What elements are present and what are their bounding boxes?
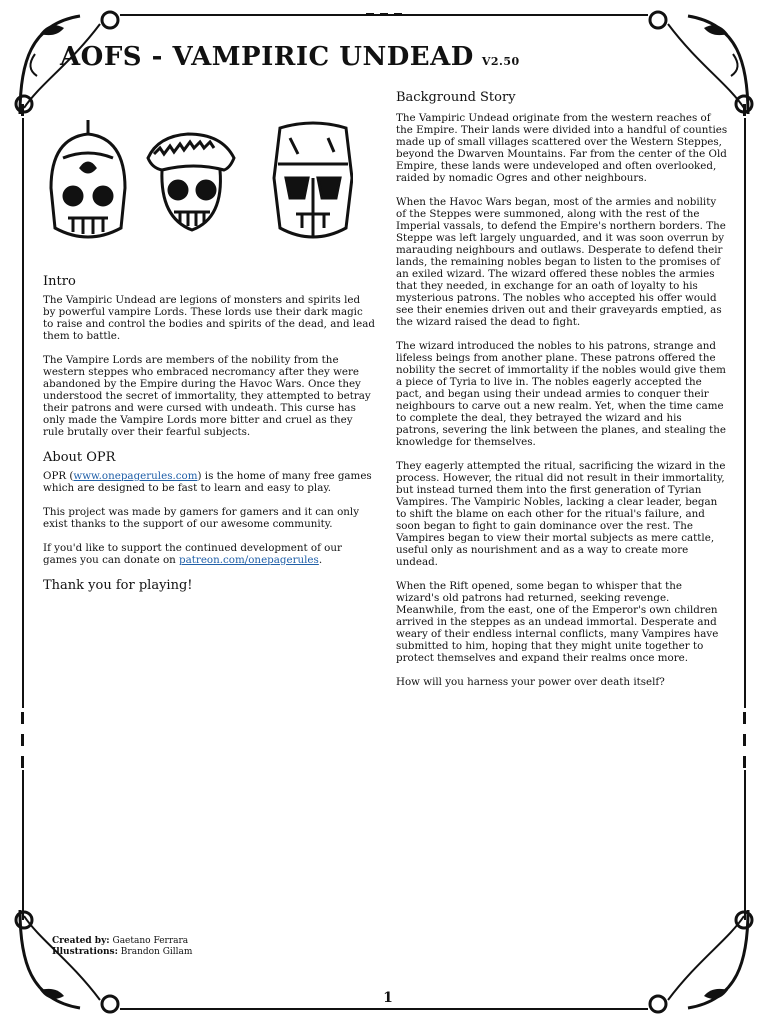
about-p3-after: .: [318, 554, 323, 566]
frame-bottom-line: [120, 1008, 648, 1010]
fur-hat-skull-icon: [148, 134, 234, 230]
about-p1-after: ) is the home of many free games which are designed to be fast to learn and easy to play.: [43, 470, 372, 494]
undead-heads-illustration: [43, 118, 353, 248]
corner-ornament-bottom-right: [638, 900, 758, 1020]
about-paragraph-3: [43, 542, 375, 566]
credits-illustrations: [52, 947, 192, 958]
about-p1-before: OPR (: [43, 470, 74, 482]
story-paragraph-4: They eagerly attempted the ritual, sacrificing the wizard in the process. However, the ritual did not result in their immortality, but instead turned them into the first generation of Tyrian Vampires. The Vampiric Nobles, lacking a clear leader, began to shift the blame on each other for the ritual's failure, and soon began to fight to gain dominance over the rest. The Vampires began to view their mortal subjects as mere cattle, useful only as nourishment and as a way to create more undead.: [396, 460, 726, 568]
top-dash-ornament: [366, 8, 402, 22]
left-column: [43, 118, 375, 593]
frame-left-line-bottom: [22, 770, 24, 920]
about-heading: About OPR: [43, 450, 116, 465]
right-column: [396, 90, 728, 700]
helmet-skull-icon: [51, 120, 125, 237]
thanks-text: Thank you for playing!: [43, 578, 193, 593]
right-dash-ornament: [736, 712, 754, 768]
left-dash-ornament: [14, 712, 32, 768]
about-paragraph-1: [43, 470, 375, 494]
credits: [52, 936, 192, 958]
page-title-text: AOFS - VAMPIRIC UNDEAD: [60, 42, 474, 72]
story-paragraph-1: The Vampiric Undead originate from the western reaches of the Empire. Their lands were divided into a handful of counties made up of small villages scattered over the Western Steppes, beyond the Dwarven Mountains. Far from the center of the Old Empire, these lands were undeveloped and often overlooked, raided by nomadic Ogres and other neighbours.: [396, 112, 728, 184]
great-helm-skull-icon: [274, 123, 352, 237]
illustrations-value: Brandon Gillam: [120, 947, 193, 957]
intro-paragraph-1: The Vampiric Undead are legions of monsters and spirits led by powerful vampire Lords. These lords use their dark magic to raise and control the bodies and spirits of the dead, and lead them to battle.: [43, 294, 375, 342]
corner-ornament-bottom-left: [10, 900, 130, 1020]
story-heading: Background Story: [396, 90, 516, 105]
created-label: Created by:: [52, 936, 110, 946]
page-number: 1: [383, 990, 393, 1006]
intro-heading: Intro: [43, 274, 76, 289]
story-paragraph-2: When the Havoc Wars began, most of the armies and nobility of the Steppes were summoned, along with the rest of the Imperial vassals, to defend the Empire's northern borders. The Steppe was left largely unguarded, and it was soon overrun by marauding neighbours and outlaws. Desperate to defend their lands, the remaining nobles began to listen to the promises of an exiled wizard. The wizard offered these nobles the armies that they needed, in exchange for an oath of loyalty to his mysterious patrons. The nobles who accepted his offer would see their enemies driven out and their graveyards emptied, as the wizard raised the dead to fight.: [396, 196, 726, 328]
credits-created: [52, 936, 192, 947]
frame-left-line-top: [22, 118, 24, 708]
story-paragraph-6: How will you harness your power over death itself?: [396, 676, 665, 688]
patreon-link[interactable]: patreon.com/onepagerules: [179, 554, 319, 566]
about-paragraph-2: This project was made by gamers for gamers and it can only exist thanks to the support of our awesome community.: [43, 506, 360, 530]
intro-paragraph-2: The Vampire Lords are members of the nobility from the western steppes who embraced necromancy after they were abandoned by the Empire during the Havoc Wars. Once they understood the secret of immortality, they attempted to betray their patrons and were cursed with undeath. This curse has only made the Vampire Lords more bitter and cruel as they rule brutally over their fearful subjects.: [43, 354, 371, 438]
illustrations-label: Illustrations:: [52, 947, 118, 957]
page-title: [60, 42, 520, 72]
version-label: V2.50: [481, 55, 520, 68]
created-value: Gaetano Ferrara: [112, 936, 189, 946]
frame-right-line-bottom: [744, 770, 746, 920]
frame-right-line-top: [744, 118, 746, 708]
about-p3-before: If you'd like to support the continued development of our games you can donate on: [43, 542, 342, 566]
onepagerules-link[interactable]: www.onepagerules.com: [73, 470, 198, 482]
story-paragraph-3: The wizard introduced the nobles to his patrons, strange and lifeless beings from another plane. These patrons offered the nobility the secret of immortality if the nobles would give them a piece of Tyria to live in. The nobles eagerly accepted the pact, and began using their undead armies to conquer their neighbours to carve out a new realm. Yet, when the time came to complete the deal, they betrayed the wizard and his patrons, severing the link between the planes, and stealing the knowledge for themselves.: [396, 340, 726, 448]
story-paragraph-5: When the Rift opened, some began to whisper that the wizard's old patrons had returned, seeking revenge. Meanwhile, from the east, one of the Emperor's own children arrived in the steppes as an undead immortal. Desperate and weary of their endless internal conflicts, many Vampires have submitted to him, hoping that they might unite together to protect themselves and expand their realms once more.: [396, 580, 719, 664]
